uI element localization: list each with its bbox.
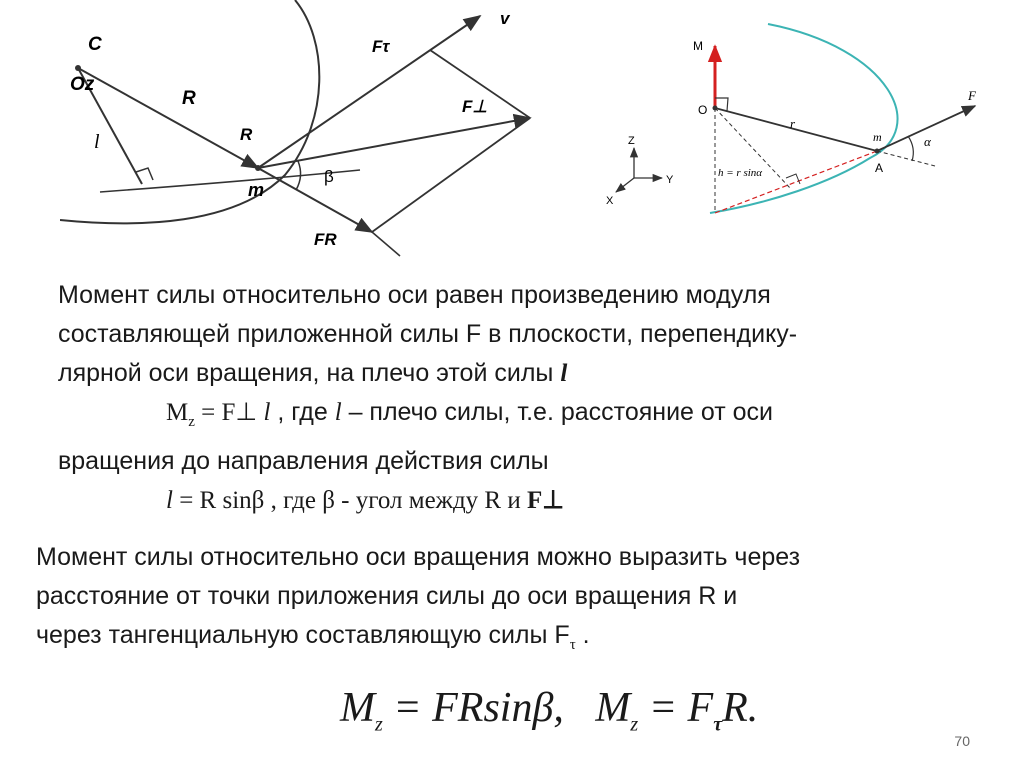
- force-moment-diagram: [60, 0, 560, 262]
- line-of-action: [715, 151, 877, 213]
- text-line: Момент силы относительно оси вращения можно выразить через: [36, 543, 801, 571]
- h-right-angle-mark: [786, 174, 800, 184]
- moment-formula: $M_z = FRsin\beta$, $M_z = F_\tau R$.: [340, 685, 759, 736]
- text-line: через тангенциальную составляющую силы $F_\tau$ .: [36, 621, 590, 653]
- label-m: m: [248, 180, 265, 200]
- alpha-angle-arc: [908, 136, 913, 161]
- radius-extension: [877, 151, 935, 166]
- label-alpha: α: [924, 134, 931, 149]
- f-tau-arrow: [258, 16, 480, 168]
- label-moment: M: [693, 39, 703, 53]
- text-line: расстояние от точки приложения силы до оси вращения R и: [36, 582, 738, 610]
- label-f-r: FR: [314, 230, 337, 249]
- label-y: Y: [666, 174, 674, 186]
- label-f-tau: Fτ: [372, 37, 390, 56]
- moment-about-axis-diagram: [590, 18, 1010, 218]
- point-m: [255, 165, 261, 171]
- label-r-vector: R: [240, 125, 253, 144]
- definition-paragraph: [58, 276, 797, 520]
- label-beta: β: [324, 167, 334, 186]
- label-h: h = r sinα: [718, 167, 763, 179]
- f-total-arrow: [258, 118, 530, 168]
- label-z: Z: [628, 135, 635, 147]
- label-o: O: [698, 103, 708, 117]
- text-line: Момент силы относительно оси равен произведению модуля: [58, 281, 771, 309]
- page-number: 70: [954, 733, 970, 749]
- label-f: F: [968, 88, 976, 103]
- label-c: C: [88, 34, 102, 55]
- text-line: составляющей приложенной силы F в плоскости, перепендику-: [58, 320, 798, 348]
- label-v: v: [500, 9, 510, 28]
- f-r-arrow: [258, 168, 372, 232]
- label-r: r: [790, 116, 796, 131]
- axis-x: [616, 178, 634, 192]
- label-a: A: [875, 161, 884, 175]
- point-a: [875, 149, 880, 154]
- trajectory-arc: [710, 24, 898, 213]
- parallelogram-side-2: [372, 118, 530, 232]
- label-l: l: [94, 131, 100, 153]
- formula-line-mz: $M_z$ = F⊥ l , где l – плечо силы, т.е. расстояние от оси: [166, 398, 774, 430]
- label-m: m: [873, 130, 882, 144]
- text-line: лярной оси вращения, на плечо этой силы l: [58, 359, 568, 387]
- point-o: [713, 106, 718, 111]
- radius-vector: [715, 108, 877, 151]
- tangential-paragraph: [36, 538, 800, 665]
- text-line: вращения до направления действия силы: [58, 447, 549, 475]
- point-oz: [75, 65, 81, 71]
- label-oz: Oz: [70, 74, 95, 95]
- formula-line-l: l = R sinβ , где β - угол между R и F⊥: [166, 487, 565, 514]
- label-x: X: [606, 195, 614, 207]
- label-f-perp: F⊥: [462, 97, 488, 116]
- radius-extension: [372, 232, 400, 256]
- label-r: R: [182, 88, 196, 109]
- tangent-line: [100, 170, 360, 192]
